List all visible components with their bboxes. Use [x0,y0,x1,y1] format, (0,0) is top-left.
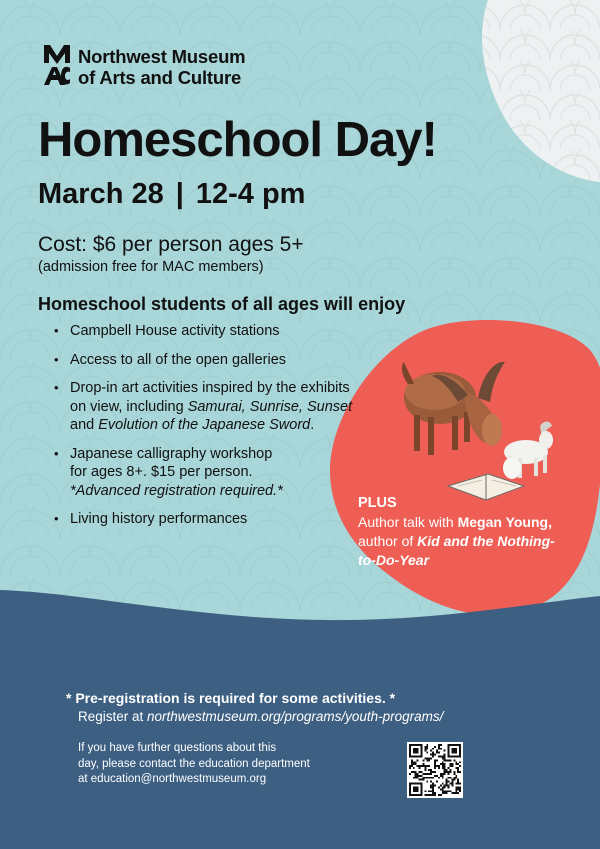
list-item: • Access to all of the open galleries [52,351,362,370]
list-item: • Drop-in art activities inspired by the exhibits on view, including Samurai, Sunrise, Sunset and Evolution of the Japanese Sword. [52,379,362,435]
list-item: • Living history performances [52,510,362,529]
author-name: Megan Young, [457,514,552,530]
list-item: • Japanese calligraphy workshop for ages 8+. $15 per person. *Advanced registration required.* [52,445,362,501]
activities-heading: Homeschool students of all ages will enjoy [38,294,406,314]
list-item: • Campbell House activity stations [52,322,362,341]
register-line: Register at northwestmuseum.org/programs/youth-programs/ [78,709,444,724]
cost-note: (admission free for MAC members) [38,259,264,275]
contact-email: at education@northwestmuseum.org [78,773,267,785]
museum-name [78,46,338,88]
author-talk: PLUS Author talk with Megan Young, author of Kid and the Nothing-to-Do-Year [358,494,558,570]
museum-name-line2: of Arts and Culture [78,67,242,88]
exhibit-name: Evolution of the Japanese Sword [98,417,311,433]
preregistration-notice: * Pre-registration is required for some activities. * [66,690,396,706]
exhibit-name: Samurai, Sunrise, Sunset [187,398,353,415]
event-time: 12-4 pm [195,178,306,210]
activities-list [52,322,362,539]
museum-name-line1: Northwest Museum [78,46,246,67]
registration-note: *Advanced registration required.* [70,482,283,499]
plus-label: PLUS [358,495,397,511]
museum-logo-icon [44,45,70,85]
book-title: Kid and the Nothing-to-Do-Year [358,533,555,568]
qr-code-icon[interactable] [407,742,463,798]
date-separator: | [175,178,184,210]
event-title: Homeschool Day! [38,113,437,167]
register-link[interactable]: northwestmuseum.org/programs/youth-programs/ [147,709,444,724]
event-date: March 28 [38,178,164,210]
event-cost: Cost: $6 per person ages 5+ [38,233,304,256]
event-date-time [38,177,558,211]
contact-info: If you have further questions about this day, please contact the education department at education@northwestmuseum.org [78,741,378,788]
